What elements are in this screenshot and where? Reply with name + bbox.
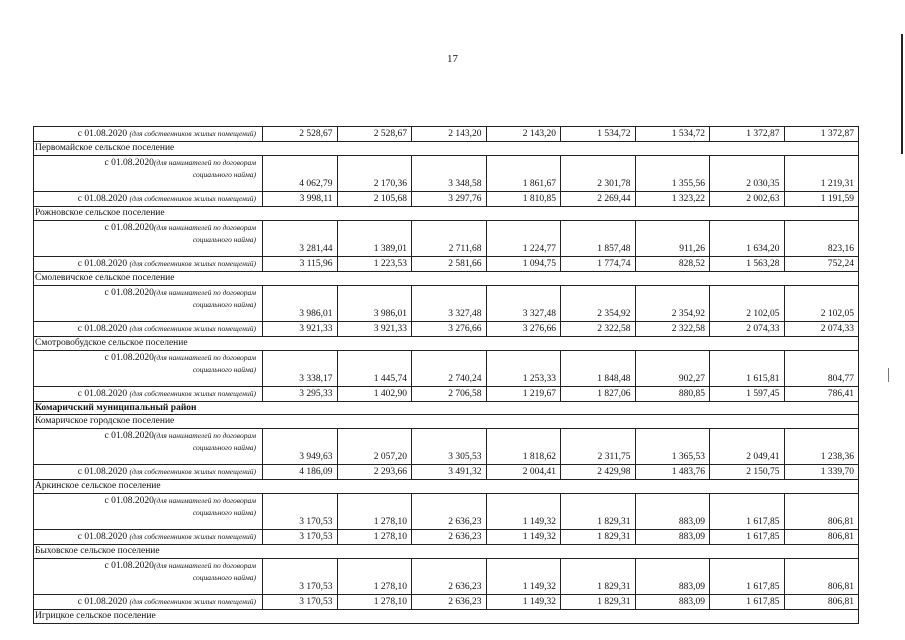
tariff-value: 3 338,17 [263, 351, 338, 387]
tariff-value: 1 534,72 [635, 127, 710, 142]
table-row [34, 207, 859, 221]
row-date: с 01.08.2020 [77, 129, 128, 139]
tariff-value: 1 149,32 [486, 595, 561, 610]
row-label [34, 286, 263, 322]
row-label [34, 156, 263, 192]
tariff-value: 1 829,31 [561, 494, 636, 530]
tariff-table-body [34, 127, 859, 624]
row-note: (для собственников жилых помещений) [129, 597, 256, 606]
settlement-name: Комаричское городское поселение [34, 415, 859, 429]
row-label [34, 351, 263, 387]
tariff-value: 902,27 [635, 351, 710, 387]
table-row [34, 257, 859, 272]
row-date: с 01.08.2020 [77, 389, 128, 399]
table-row [34, 610, 859, 624]
tariff-value: 883,09 [635, 494, 710, 530]
tariff-value: 1 534,72 [561, 127, 636, 142]
row-label-line [38, 157, 256, 169]
row-date: с 01.08.2020 [77, 597, 128, 607]
tariff-value: 1 355,56 [635, 156, 710, 192]
tariff-value: 1 365,53 [635, 429, 710, 465]
row-note: (для собственников жилых помещений) [129, 259, 256, 268]
tariff-value: 2 528,67 [263, 127, 338, 142]
tariff-table [33, 126, 859, 624]
settlement-name: Первомайское сельское поселение [34, 142, 859, 156]
table-row [34, 127, 859, 142]
tariff-value: 3 491,32 [412, 465, 487, 480]
tariff-value: 1 149,32 [486, 530, 561, 545]
row-label-line [38, 352, 256, 364]
settlement-name: Рожновское сельское поселение [34, 207, 859, 221]
tariff-value: 1 372,87 [784, 127, 859, 142]
row-note: социального найма) [192, 573, 256, 582]
settlement-name: Быховское сельское поселение [34, 545, 859, 559]
tariff-value: 806,81 [784, 595, 859, 610]
tariff-value: 1 323,22 [635, 192, 710, 207]
tariff-value: 1 278,10 [337, 595, 412, 610]
tariff-value: 3 297,76 [412, 192, 487, 207]
tariff-value: 806,81 [784, 530, 859, 545]
row-label [34, 429, 263, 465]
row-label [34, 221, 263, 257]
row-label [34, 127, 263, 142]
row-note: (для собственников жилых помещений) [129, 532, 256, 541]
tariff-value: 1 617,85 [710, 559, 785, 595]
table-row [34, 286, 859, 322]
row-note: (для нанимателей по договорам [153, 158, 256, 167]
tariff-value: 2 711,68 [412, 221, 487, 257]
tariff-value: 2 581,66 [412, 257, 487, 272]
row-note: (для нанимателей по договорам [153, 496, 256, 505]
row-note: социального найма) [192, 443, 256, 452]
tariff-value: 3 170,53 [263, 559, 338, 595]
settlement-name: Смолевичское сельское поселение [34, 272, 859, 286]
tariff-value: 2 322,58 [635, 322, 710, 337]
table-row [34, 337, 859, 351]
row-date: с 01.08.2020 [104, 431, 154, 441]
row-date: с 01.08.2020 [104, 496, 154, 506]
tariff-value: 1 219,67 [486, 387, 561, 402]
row-note: (для собственников жилых помещений) [129, 129, 256, 138]
tariff-value: 1 191,59 [784, 192, 859, 207]
table-row [34, 429, 859, 465]
row-label [34, 192, 263, 207]
tariff-value: 1 829,31 [561, 595, 636, 610]
tariff-value: 1 223,53 [337, 257, 412, 272]
tariff-value: 2 636,23 [412, 494, 487, 530]
tariff-value: 1 563,28 [710, 257, 785, 272]
scan-edge-mark [901, 34, 903, 154]
tariff-value: 3 327,48 [412, 286, 487, 322]
tariff-value: 1 634,20 [710, 221, 785, 257]
row-label [34, 559, 263, 595]
tariff-value: 3 305,53 [412, 429, 487, 465]
row-date: с 01.08.2020 [104, 158, 154, 168]
tariff-value: 1 615,81 [710, 351, 785, 387]
tariff-value: 1 827,06 [561, 387, 636, 402]
tariff-value: 2 293,66 [337, 465, 412, 480]
row-note: (для собственников жилых помещений) [129, 324, 256, 333]
tariff-value: 3 998,11 [263, 192, 338, 207]
tariff-value: 2 322,58 [561, 322, 636, 337]
settlement-name: Игрицкое сельское поселение [34, 610, 859, 624]
row-note: (для нанимателей по договорам [153, 288, 256, 297]
tariff-value: 2 057,20 [337, 429, 412, 465]
table-row [34, 351, 859, 387]
tariff-value: 2 429,98 [561, 465, 636, 480]
table-row [34, 322, 859, 337]
tariff-value: 2 311,75 [561, 429, 636, 465]
tariff-value: 2 002,63 [710, 192, 785, 207]
row-note: (для нанимателей по договорам [153, 431, 256, 440]
tariff-value: 1 149,32 [486, 494, 561, 530]
row-note: социального найма) [192, 365, 256, 374]
tariff-value: 2 354,92 [635, 286, 710, 322]
tariff-value: 1 339,70 [784, 465, 859, 480]
row-label-line [38, 222, 256, 234]
tariff-value: 1 149,32 [486, 559, 561, 595]
row-note: социального найма) [192, 170, 256, 179]
table-row [34, 387, 859, 402]
tariff-value: 1 857,48 [561, 221, 636, 257]
row-note: (для собственников жилых помещений) [129, 467, 256, 476]
row-date: с 01.08.2020 [77, 532, 128, 542]
scan-tick-mark [888, 368, 889, 382]
table-row [34, 142, 859, 156]
row-label [34, 595, 263, 610]
tariff-value: 3 327,48 [486, 286, 561, 322]
tariff-value: 3 921,33 [263, 322, 338, 337]
tariff-value: 4 062,79 [263, 156, 338, 192]
tariff-value: 2 074,33 [710, 322, 785, 337]
tariff-value: 1 617,85 [710, 595, 785, 610]
row-label [34, 494, 263, 530]
row-label [34, 530, 263, 545]
row-label-line [38, 495, 256, 507]
page-number: 17 [447, 53, 458, 65]
table-row [34, 530, 859, 545]
row-label [34, 465, 263, 480]
row-date: с 01.08.2020 [77, 467, 128, 477]
row-date: с 01.08.2020 [104, 353, 154, 363]
tariff-value: 786,41 [784, 387, 859, 402]
tariff-value: 1 617,85 [710, 530, 785, 545]
tariff-value: 1 253,33 [486, 351, 561, 387]
tariff-value: 823,16 [784, 221, 859, 257]
table-row [34, 559, 859, 595]
tariff-value: 1 848,48 [561, 351, 636, 387]
tariff-value: 1 278,10 [337, 494, 412, 530]
tariff-value: 3 115,96 [263, 257, 338, 272]
row-note: (для собственников жилых помещений) [129, 194, 256, 203]
tariff-value: 4 186,09 [263, 465, 338, 480]
tariff-value: 1 402,90 [337, 387, 412, 402]
tariff-value: 3 170,53 [263, 530, 338, 545]
district-name: Комаричский муниципальный район [34, 402, 859, 415]
row-date: с 01.08.2020 [104, 223, 154, 233]
tariff-value: 1 278,10 [337, 530, 412, 545]
row-date: с 01.08.2020 [77, 194, 128, 204]
tariff-value: 2 301,78 [561, 156, 636, 192]
row-note: социального найма) [192, 235, 256, 244]
tariff-value: 1 829,31 [561, 530, 636, 545]
tariff-value: 1 389,01 [337, 221, 412, 257]
tariff-value: 2 049,41 [710, 429, 785, 465]
tariff-value: 2 706,58 [412, 387, 487, 402]
tariff-value: 1 483,76 [635, 465, 710, 480]
settlement-name: Аркинское сельское поселение [34, 480, 859, 494]
tariff-value: 1 372,87 [710, 127, 785, 142]
row-note: (для собственников жилых помещений) [129, 389, 256, 398]
table-row [34, 415, 859, 429]
table-row [34, 156, 859, 192]
tariff-value: 2 740,24 [412, 351, 487, 387]
tariff-value: 3 170,53 [263, 595, 338, 610]
tariff-value: 3 921,33 [337, 322, 412, 337]
tariff-value: 2 528,67 [337, 127, 412, 142]
row-date: с 01.08.2020 [77, 259, 128, 269]
tariff-value: 3 276,66 [412, 322, 487, 337]
tariff-value: 2 030,35 [710, 156, 785, 192]
tariff-value: 2 170,36 [337, 156, 412, 192]
tariff-value: 1 617,85 [710, 494, 785, 530]
tariff-value: 2 636,23 [412, 559, 487, 595]
tariff-value: 3 986,01 [263, 286, 338, 322]
row-label-line [38, 430, 256, 442]
table-row [34, 192, 859, 207]
tariff-value: 1 810,85 [486, 192, 561, 207]
tariff-value: 1 861,67 [486, 156, 561, 192]
tariff-value: 1 818,62 [486, 429, 561, 465]
tariff-value: 806,81 [784, 559, 859, 595]
tariff-value: 3 986,01 [337, 286, 412, 322]
row-date: с 01.08.2020 [104, 288, 154, 298]
table-row [34, 595, 859, 610]
tariff-value: 1 224,77 [486, 221, 561, 257]
tariff-value: 2 074,33 [784, 322, 859, 337]
row-note: социального найма) [192, 300, 256, 309]
tariff-value: 3 276,66 [486, 322, 561, 337]
tariff-value: 1 238,36 [784, 429, 859, 465]
table-row [34, 221, 859, 257]
tariff-value: 2 354,92 [561, 286, 636, 322]
tariff-value: 804,77 [784, 351, 859, 387]
row-note: социального найма) [192, 508, 256, 517]
tariff-value: 2 269,44 [561, 192, 636, 207]
row-label [34, 322, 263, 337]
tariff-value: 2 143,20 [486, 127, 561, 142]
tariff-value: 1 278,10 [337, 559, 412, 595]
row-date: с 01.08.2020 [104, 561, 154, 571]
tariff-value: 883,09 [635, 530, 710, 545]
tariff-value: 1 774,74 [561, 257, 636, 272]
tariff-value: 1 094,75 [486, 257, 561, 272]
row-label [34, 257, 263, 272]
tariff-value: 880,85 [635, 387, 710, 402]
tariff-value: 3 295,33 [263, 387, 338, 402]
tariff-value: 883,09 [635, 595, 710, 610]
tariff-value: 2 105,68 [337, 192, 412, 207]
tariff-value: 1 597,45 [710, 387, 785, 402]
tariff-value: 3 281,44 [263, 221, 338, 257]
table-row [34, 402, 859, 415]
tariff-value: 2 102,05 [784, 286, 859, 322]
tariff-value: 2 004,41 [486, 465, 561, 480]
tariff-value: 1 829,31 [561, 559, 636, 595]
tariff-value: 2 143,20 [412, 127, 487, 142]
row-label [34, 387, 263, 402]
tariff-value: 2 102,05 [710, 286, 785, 322]
table-row [34, 494, 859, 530]
tariff-value: 3 348,58 [412, 156, 487, 192]
row-date: с 01.08.2020 [77, 324, 128, 334]
row-note: (для нанимателей по договорам [153, 223, 256, 232]
tariff-value: 3 170,53 [263, 494, 338, 530]
row-label-line [38, 287, 256, 299]
tariff-value: 1 445,74 [337, 351, 412, 387]
tariff-value: 911,26 [635, 221, 710, 257]
tariff-value: 883,09 [635, 559, 710, 595]
row-note: (для нанимателей по договорам [153, 561, 256, 570]
tariff-value: 2 636,23 [412, 595, 487, 610]
table-row [34, 465, 859, 480]
table-row [34, 272, 859, 286]
tariff-value: 2 636,23 [412, 530, 487, 545]
tariff-value: 806,81 [784, 494, 859, 530]
tariff-value: 1 219,31 [784, 156, 859, 192]
table-row [34, 545, 859, 559]
row-note: (для нанимателей по договорам [153, 353, 256, 362]
tariff-value: 752,24 [784, 257, 859, 272]
row-label-line [38, 560, 256, 572]
tariff-value: 2 150,75 [710, 465, 785, 480]
table-row [34, 480, 859, 494]
tariff-value: 3 949,63 [263, 429, 338, 465]
tariff-value: 828,52 [635, 257, 710, 272]
settlement-name: Смотровобудское сельское поселение [34, 337, 859, 351]
